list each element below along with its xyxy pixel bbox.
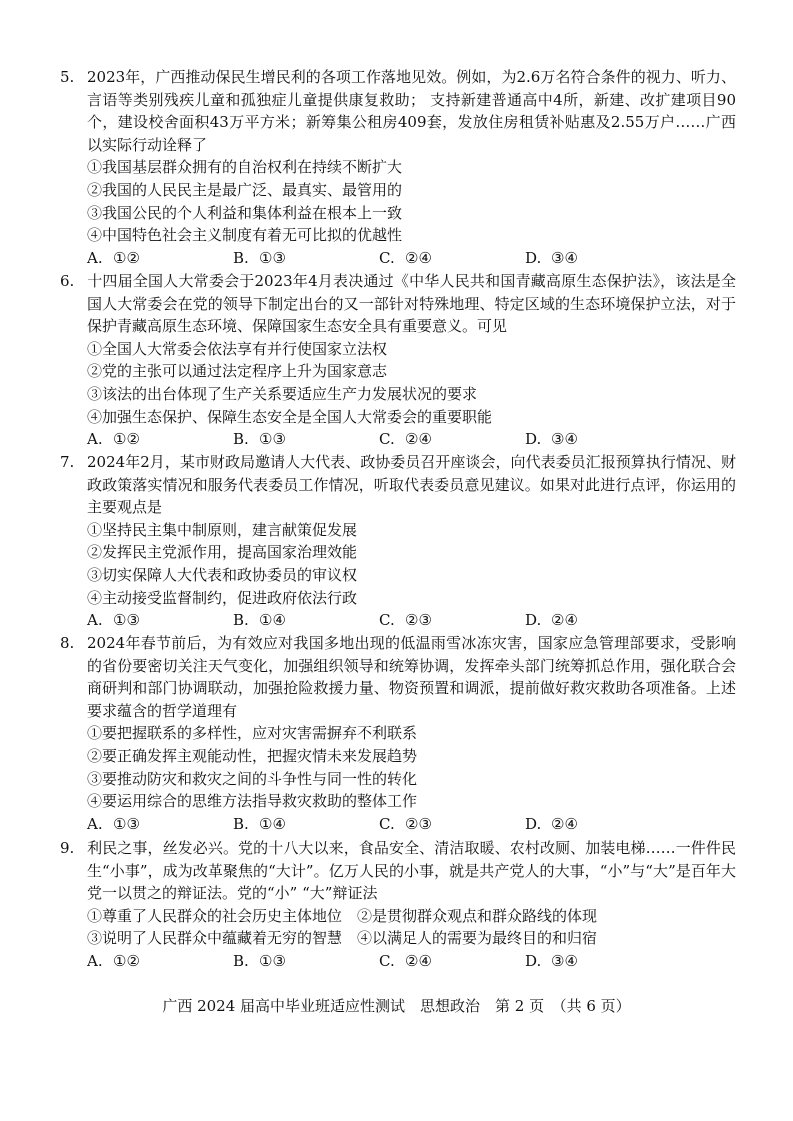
statement-2: ②要正确发挥主观能动性，把握灾情未来发展趋势: [87, 746, 418, 765]
question-text: 2023年，广西推动保民生增民利的各项工作落地见效。例如，为2.6万名符合条件的视力、听力、言语等类别残疾儿童和孤独症儿童提供康复救助； 支持新建普通高中4所，新建、改扩建项目90个，建设校舍面积43万平方米；新筹集公租房409套，发放住房租赁补贴惠及2.55万户……广西以实际行动诠释了: [87, 68, 736, 154]
question-stem: [60, 270, 736, 338]
option-c: C. ②③: [379, 814, 432, 833]
question-stem: [60, 632, 736, 722]
answer-options: [87, 813, 736, 836]
statement-3: ③要推动防灾和救灾之间的斗争性与同一性的转化: [87, 769, 418, 788]
question-text: 2024年春节前后，为有效应对我国多地出现的低温雨雪冰冻灾害，国家应急管理部要求，受影响的省份要密切关注天气变化，加强组织领导和统筹协调，发挥牵头部门统筹抓总作用，强化联合会商研判和部门协调联动，加强抢险救援力量、物资预置和调派，提前做好救灾救助各项准备。上述要求蕴含的哲学道理有: [87, 634, 736, 720]
question-number: 5.: [60, 68, 75, 86]
statement-1: ①要把握联系的多样性，应对灾害需摒弃不利联系: [87, 724, 418, 743]
option-a: A. ①②: [87, 430, 140, 449]
question-number: 8.: [60, 634, 75, 652]
option-a: A. ①③: [87, 611, 140, 630]
question-stem: [60, 451, 736, 519]
option-d: D. ③④: [525, 248, 578, 267]
statement-2: ②发挥民主党派作用，提高国家治理效能: [87, 543, 358, 562]
statement-4: ④中国特色社会主义制度有着无可比拟的优越性: [87, 226, 403, 245]
option-d: D. ③④: [525, 430, 578, 449]
question-text: 十四届全国人大常委会于2023年4月表决通过《中华人民共和国青藏高原生态保护法》，该法是全国人大常委会在党的领导下制定出台的又一部针对特殊地理、特定区域的生态环境保护立法，对于保护青藏高原生态环境、保障国家生态安全具有重要意义。可见: [87, 272, 736, 336]
option-b: B. ①③: [233, 430, 286, 449]
question-8: [60, 632, 736, 835]
option-b: B. ①③: [233, 951, 286, 970]
question-7: [60, 451, 736, 632]
question-number: 7.: [60, 453, 75, 471]
option-d: D. ②④: [525, 611, 578, 630]
option-a: A. ①②: [87, 951, 140, 970]
question-6: [60, 270, 736, 451]
question-number: 9.: [60, 839, 75, 857]
option-c: C. ②④: [379, 951, 432, 970]
option-d: D. ②④: [525, 814, 578, 833]
option-a: A. ①②: [87, 248, 140, 267]
statement-3: ③该法的出台体现了生产关系要适应生产力发展状况的要求: [87, 384, 478, 403]
option-b: B. ①④: [233, 814, 286, 833]
statement-4: ④要运用综合的思维方法指导救灾救助的整体工作: [87, 792, 418, 811]
question-stem: [60, 66, 736, 156]
option-d: D. ③④: [525, 951, 578, 970]
option-c: C. ②③: [379, 611, 432, 630]
statement-3: ③我国公民的个人利益和集体利益在根本上一致: [87, 203, 403, 222]
question-stem: [60, 837, 736, 905]
answer-options: [87, 950, 736, 973]
statement-row-2: ③说明了人民群众中蕴藏着无穷的智慧 ④以满足人的需要为最终目的和归宿: [87, 929, 598, 948]
statement-4: ④加强生态保护、保障生态安全是全国人大常委会的重要职能: [87, 407, 493, 426]
question-text: 利民之事，丝发必兴。党的十八大以来，食品安全、清洁取暖、农村改厕、加装电梯……一件件民生“小事”，成为改革聚焦的“大计”。亿万人民的小事，就是共产党人的大事，“小”与“大”是百年大党一以贯之的辩证法。党的“小” “大”辩证法: [87, 839, 736, 903]
option-b: B. ①④: [233, 611, 286, 630]
option-c: C. ②④: [379, 248, 432, 267]
question-number: 6.: [60, 272, 75, 290]
statement-1: ①坚持民主集中制原则，建言献策促发展: [87, 520, 358, 539]
option-a: A. ①③: [87, 814, 140, 833]
statement-2: ②党的主张可以通过法定程序上升为国家意志: [87, 362, 388, 381]
statement-3: ③切实保障人大代表和政协委员的审议权: [87, 565, 358, 584]
question-5: [60, 66, 736, 269]
statement-4: ④主动接受监督制约，促进政府依法行政: [87, 588, 358, 607]
question-text: 2024年2月，某市财政局邀请人大代表、政协委员召开座谈会，向代表委员汇报预算执行情况、财政政策落实情况和服务代表委员工作情况，听取代表委员意见建议。如果对此进行点评，你运用的主要观点是: [87, 453, 736, 517]
answer-options: [87, 247, 736, 270]
question-9: [60, 837, 736, 973]
option-b: B. ①③: [233, 248, 286, 267]
answer-options: [87, 609, 736, 632]
option-c: C. ②④: [379, 430, 432, 449]
statement-1: ①全国人大常委会依法享有并行使国家立法权: [87, 339, 388, 358]
answer-options: [87, 428, 736, 451]
statement-1: ①我国基层群众拥有的自治权利在持续不断扩大: [87, 158, 403, 177]
statement-row-1: ①尊重了人民群众的社会历史主体地位 ②是贯彻群众观点和群众路线的体现: [87, 906, 598, 925]
page-footer: 广西 2024 届高中毕业班适应性测试 思想政治 第 2 页 （共 6 页）: [162, 997, 631, 1015]
statement-2: ②我国的人民民主是最广泛、最真实、最管用的: [87, 180, 403, 199]
